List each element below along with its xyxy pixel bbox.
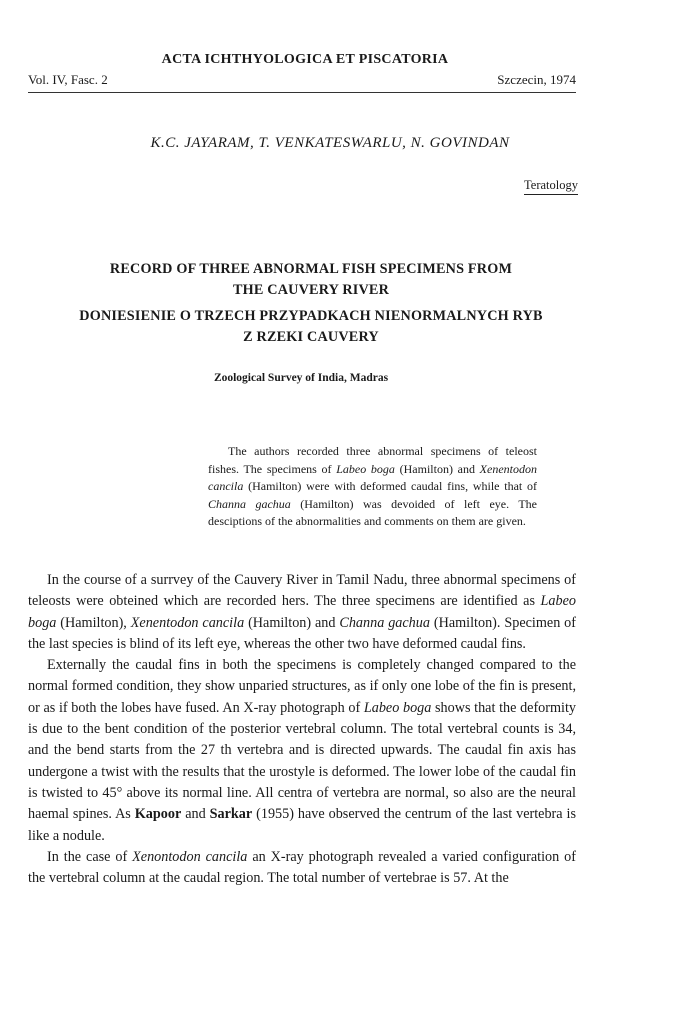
cited-author: Kapoor xyxy=(134,806,182,823)
title-polish-line-1: DONIESIENIE O TRZECH PRZYPADKACH NIENORMALNYCH RYB xyxy=(79,308,543,324)
abstract-text: The authors recorded three abnormal specimens of teleost fishes. The specimens of xyxy=(208,444,537,476)
paragraph-3 xyxy=(28,847,576,890)
body-text xyxy=(28,570,576,889)
body-text-run: shows that the deformity is due to the bent condition of the posterior vertebral column. The total vertebral counts is 34, and the bend starts from the 27 th vertebra and is directed upwards. The caudal fin axis has undergone a twist with the results that the urostyle is deformed. The lower lobe of the caudal fin is twisted to 45° above its normal line. All centra of vertebra are normal, so also are the neural haemal spines. As xyxy=(28,699,577,823)
volume-info: Vol. IV, Fasc. 2 xyxy=(28,72,108,87)
section-label: Teratology xyxy=(524,178,578,195)
species-name: Labeo boga xyxy=(363,699,432,716)
title-polish xyxy=(0,306,622,348)
journal-title: ACTA ICHTHYOLOGICA ET PISCATORIA xyxy=(161,52,449,67)
body-text-run: (1955) have observed the centrum of the last vertebra is like a nodule. xyxy=(28,806,576,844)
species-name: Labeo boga xyxy=(336,461,395,476)
authors: K.C. JAYARAM, T. VENKATESWARLU, N. GOVINDAN xyxy=(150,135,510,151)
body-text-run: and xyxy=(181,806,210,823)
paragraph-1 xyxy=(28,570,576,655)
cited-author: Sarkar xyxy=(209,806,253,823)
abstract-text: (Hamilton) were with deformed caudal fins, while that of xyxy=(243,479,537,493)
species-name: Xenentodon cancila xyxy=(130,614,245,631)
paragraph-2 xyxy=(28,655,576,847)
abstract xyxy=(208,443,537,531)
place-year: Szczecin, 1974 xyxy=(497,72,576,87)
title-polish-line-2: Z RZEKI CAUVERY xyxy=(243,329,379,345)
body-text-run: In the case of xyxy=(47,848,133,865)
body-text-run: (Hamilton), xyxy=(56,614,131,631)
body-text-run: (Hamilton). Specimen of the last species is blind of its left eye, whereas the other two have deformed caudal fins. xyxy=(28,614,576,652)
title-english-line-2: THE CAUVERY RIVER xyxy=(232,282,390,298)
header-rule xyxy=(28,92,576,93)
species-name: Channa gachua xyxy=(339,614,430,631)
title-english xyxy=(0,259,622,301)
body-text-run: Externally the caudal fins in both the specimens is completely changed compared to the normal formed condition, they show unparied structures, as if only one lobe of the fin is present, or as if both the lobes have fused. An X-ray photograph of xyxy=(28,657,576,716)
species-name: Labeo boga xyxy=(28,593,576,631)
title-english-line-1: RECORD OF THREE ABNORMAL FISH SPECIMENS FROM xyxy=(109,261,513,277)
species-name: Xenontodon cancila xyxy=(132,848,248,865)
abstract-text: (Hamilton) and xyxy=(394,461,480,476)
body-text-run: In the course of a surrvey of the Cauvery River in Tamil Nadu, three abnormal specimens of teleosts were obteined which are recorded hers. The three specimens are identified as xyxy=(28,572,576,610)
species-name: Channa gachua xyxy=(208,496,291,511)
affiliation: Zoological Survey of India, Madras xyxy=(213,372,389,384)
body-text-run: an X-ray photograph revealed a varied configuration of the vertebral column at the caudal region. The total number of vertebrae is 57. At the xyxy=(28,848,576,887)
abstract-text: (Hamilton) was devoided of left eye. The desciptions of the abnormalities and comments on them are given. xyxy=(208,496,537,528)
species-name: Xenentodon cancila xyxy=(208,461,537,493)
body-text-run: (Hamilton) and xyxy=(244,614,340,631)
